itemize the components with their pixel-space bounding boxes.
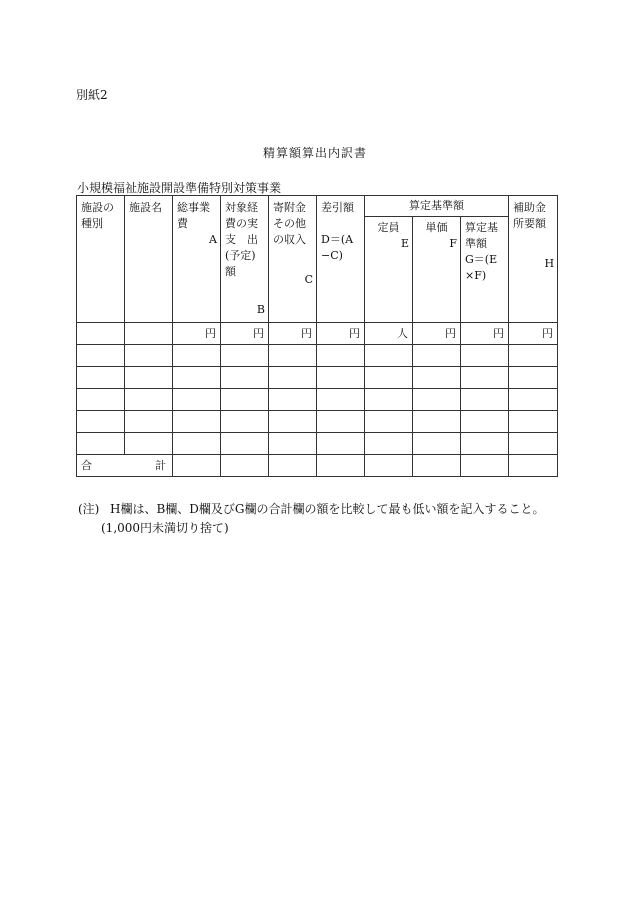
key-a: A [209,233,217,246]
table-row [77,433,558,455]
total-label: 合 計 [77,455,173,477]
table-row [77,411,558,433]
note-line-1 [78,500,545,517]
header-eligible-cost: 対象経 費の実 支 出 (予定) 額 B [221,196,269,323]
unit-cell: 人 [365,323,413,345]
key-b: B [256,303,265,316]
unit-cell: 円 [173,323,221,345]
unit-cell: 円 [221,323,269,345]
header-subsidy: 補助金 所要額 H [509,196,558,323]
annex-label: 別紙2 [76,88,108,102]
key-c: C [304,273,313,286]
table-row [77,345,558,367]
unit-cell: 円 [269,323,317,345]
key-e: E [400,237,409,250]
units-row [77,323,558,345]
table-row [77,367,558,389]
project-name: 小規模福祉施設開設準備特別対策事業 [77,181,282,195]
header-unit-price: 単価 F [413,217,461,323]
document-title: 精算額算出内訳書 [262,146,367,160]
unit-cell [77,323,125,345]
header-facility-type: 施設の 種別 [77,196,125,323]
note-text: H欄は、B欄、D欄及びG欄の合計欄の額を比較して最も低い額を記入すること。 [110,502,545,516]
table-row [77,389,558,411]
header-difference: 差引額 D＝(A −C) [317,196,365,323]
header-donations: 寄附金 その他 の収入 C [269,196,317,323]
note-line-2: (1,000円未満切り捨て) [101,521,229,535]
header-capacity: 定員 E [365,217,413,323]
header-facility-name: 施設名 [125,196,173,323]
key-h: H [544,257,555,270]
unit-cell: 円 [509,323,558,345]
unit-cell: 円 [461,323,509,345]
note-tag: (注) [78,502,100,516]
header-row-top [77,196,558,217]
key-f: F [449,237,457,250]
header-standard-group: 算定基準額 [365,196,509,217]
unit-cell: 円 [413,323,461,345]
settlement-table [76,195,558,477]
total-row [77,455,558,477]
header-total-cost: 総事業 費 A [173,196,221,323]
header-standard-amount: 算定基 準額 G＝(E ×F) [461,217,509,323]
unit-cell [125,323,173,345]
unit-cell: 円 [317,323,365,345]
